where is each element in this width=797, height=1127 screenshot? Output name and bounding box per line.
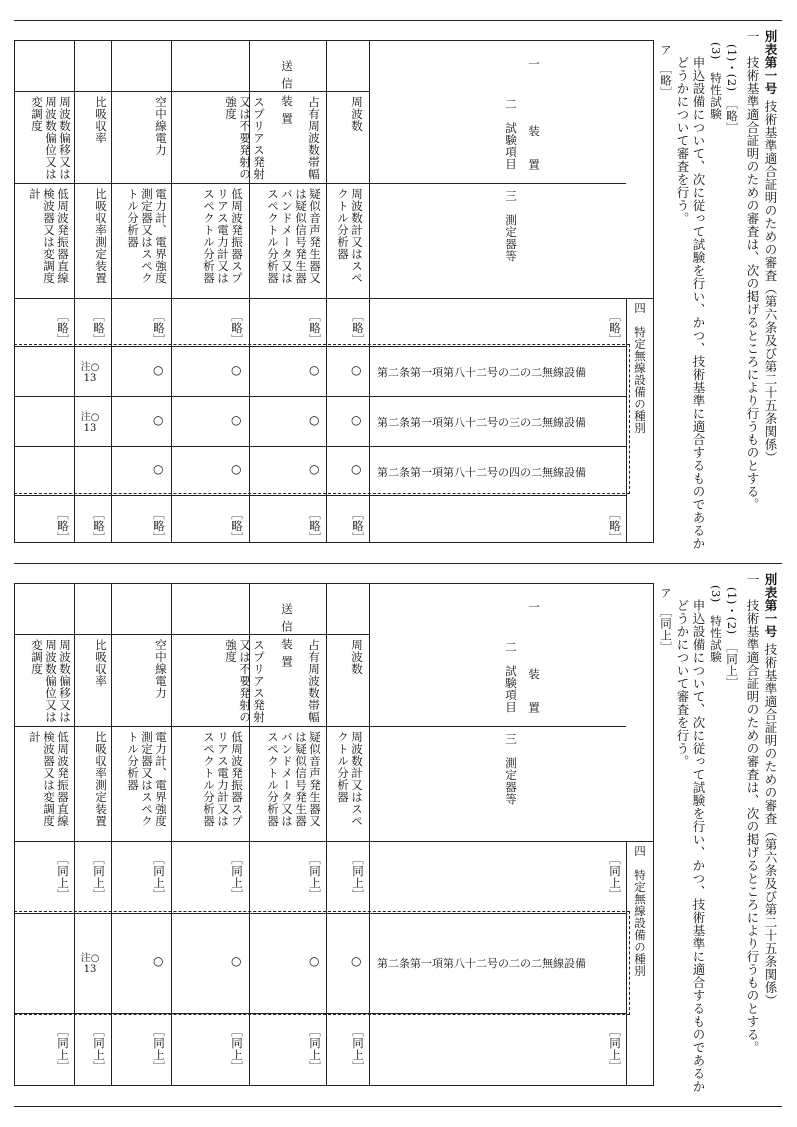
omitted-cell: ［略］ — [92, 310, 106, 346]
instrument-bandwidth: 疑似音声発生器又は疑似信号発生器バンドメータ又はスペクトル分析器 — [266, 731, 322, 827]
appendix-title: 別表第一号 — [763, 573, 778, 638]
omitted-cell: ［同上］ — [351, 853, 365, 901]
check-mark: ○ — [153, 363, 164, 377]
omitted-cell: ［略］ — [230, 508, 244, 544]
omitted-cell: ［略］ — [152, 310, 166, 346]
instrument-frequency: 周波数計又はスペクトル分析器 — [336, 188, 364, 284]
col4-title: 四 特定無線設備の種別 — [633, 302, 647, 434]
check-mark: ○ — [351, 462, 362, 476]
omitted-cell: ［同上］ — [230, 1025, 244, 1073]
device-label: 送信装置 — [280, 603, 294, 673]
instrument-frequency: 周波数計又はスペクトル分析器 — [336, 731, 364, 827]
check-mark: ○ — [309, 462, 320, 476]
instrument-spurious: 低周波発振器スプリアス電力計又はスペクトル分析器 — [202, 188, 244, 284]
test-item-spurious: スプリアス発射又は不要発射の強度 — [224, 96, 266, 180]
instrument-sar: 比吸収率測定装置 — [94, 188, 108, 284]
omitted-cell: ［略］ — [608, 310, 622, 346]
col3-title: 三 測定器等 — [504, 190, 518, 262]
instrument-bandwidth: 疑似音声発生器又は疑似信号発生器バンドメータ又はスペクトル分析器 — [266, 188, 322, 284]
check-mark: ○ — [231, 954, 242, 968]
test-item-antenna-power: 空中線電力 — [154, 639, 168, 699]
omitted-cell: ［同上］ — [230, 853, 244, 901]
omitted-cell: ［同上］ — [351, 1025, 365, 1073]
instrument-power: 電力計、電界強度測定器又はスペクトル分析器 — [126, 188, 168, 284]
bottom-rule — [14, 1106, 782, 1107]
col3-title: 三 測定器等 — [504, 733, 518, 805]
check-mark: ○ — [309, 954, 320, 968]
appendix-title: 別表第一号 — [763, 30, 778, 95]
check-mark: ○ — [351, 413, 362, 427]
instrument-deviation: 低周波発振器直線検波器又は変調度計 — [28, 188, 70, 284]
check-mark: ○ — [309, 413, 320, 427]
appendix-subtitle: 技術基準適合証明のための審査（第六条及び第二十五条関係） — [763, 100, 778, 464]
omitted-cell: ［略］ — [152, 508, 166, 544]
item-one: 一 技術基準適合証明のための審査は、次の掲げるところにより行うものとする。 — [745, 573, 760, 1054]
top-rule — [14, 20, 782, 21]
device-label: 送信装置 — [280, 60, 294, 130]
check-mark: ○ — [153, 954, 164, 968]
omitted-cell: ［同上］ — [608, 1025, 622, 1073]
omitted-cell: ［同上］ — [56, 1025, 70, 1073]
col1-title: 一 装置 — [527, 601, 541, 735]
sub-1-2: (1)・(2) ［略］ — [725, 44, 739, 134]
omitted-cell: ［同上］ — [152, 1025, 166, 1073]
omitted-cell: ［同上］ — [308, 853, 322, 901]
omitted-cell: ［略］ — [308, 508, 322, 544]
note-13: 注○ 13 — [80, 362, 100, 384]
sub-3-body: 申込設備について、次に従って試験を行い、かつ、技術基準に適合するものであるかどうかについて審査を行う。 — [675, 599, 706, 1093]
col2-title: 二 試験項目 — [504, 98, 518, 170]
row-label-82-2-2: 第二条第一項第八十二号の二の二無線設備 — [377, 366, 586, 379]
omitted-cell: ［略］ — [56, 508, 70, 544]
test-item-antenna-power: 空中線電力 — [154, 96, 168, 156]
panel-after — [14, 571, 782, 1091]
item-a: ア ［略］ — [659, 44, 673, 99]
omitted-cell: ［同上］ — [152, 853, 166, 901]
check-mark: ○ — [153, 413, 164, 427]
check-mark: ○ — [309, 363, 320, 377]
test-item-frequency: 周波数 — [350, 96, 364, 132]
sub-1-2: (1)・(2) ［同上］ — [725, 587, 739, 689]
check-mark: ○ — [351, 363, 362, 377]
item-a: ア ［同上］ — [659, 587, 673, 654]
col4-title: 四 特定無線設備の種別 — [633, 845, 647, 977]
omitted-cell: ［略］ — [56, 310, 70, 346]
omitted-cell: ［略］ — [351, 508, 365, 544]
instrument-deviation: 低周波発振器直線検波器又は変調度計 — [28, 731, 70, 827]
test-item-sar: 比吸収率 — [94, 96, 108, 144]
omitted-cell: ［略］ — [230, 310, 244, 346]
panel-before — [14, 28, 782, 548]
omitted-cell: ［同上］ — [92, 1025, 106, 1073]
omitted-cell: ［同上］ — [608, 853, 622, 901]
omitted-cell: ［同上］ — [308, 1025, 322, 1073]
col1-title: 一 装置 — [527, 58, 541, 192]
check-mark: ○ — [231, 413, 242, 427]
row-label-82-3-2: 第二条第一項第八十二号の三の二無線設備 — [377, 416, 586, 429]
item-one: 一 技術基準適合証明のための審査は、次の掲げるところにより行うものとする。 — [745, 30, 760, 511]
row-label-82-2-2: 第二条第一項第八十二号の二の二無線設備 — [377, 957, 586, 970]
middle-rule — [14, 563, 782, 564]
omitted-cell: ［略］ — [308, 310, 322, 346]
test-item-deviation: 周波数偏移又は周波数偏位又は変調度 — [30, 639, 72, 723]
sub-3-body: 申込設備について、次に従って試験を行い、かつ、技術基準に適合するものであるかどうかについて審査を行う。 — [675, 56, 706, 550]
omitted-cell: ［同上］ — [56, 853, 70, 901]
col2-title: 二 試験項目 — [504, 641, 518, 713]
instrument-power: 電力計、電界強度測定器又はスペクトル分析器 — [126, 731, 168, 827]
appendix-subtitle: 技術基準適合証明のための審査（第六条及び第二十五条関係） — [763, 643, 778, 1007]
instrument-spurious: 低周波発振器スプリアス電力計又はスペクトル分析器 — [202, 731, 244, 827]
check-mark: ○ — [231, 363, 242, 377]
omitted-cell: ［略］ — [351, 310, 365, 346]
test-item-frequency: 周波数 — [350, 639, 364, 675]
omitted-cell: ［同上］ — [92, 853, 106, 901]
test-item-sar: 比吸収率 — [94, 639, 108, 687]
instrument-sar: 比吸収率測定装置 — [94, 731, 108, 827]
check-mark: ○ — [153, 462, 164, 476]
check-mark: ○ — [231, 462, 242, 476]
row-label-82-4-2: 第二条第一項第八十二号の四の二無線設備 — [377, 466, 586, 479]
check-mark: ○ — [351, 954, 362, 968]
note-13: 注○ 13 — [80, 412, 100, 434]
sub-3-title: (3) 特性試験 — [709, 42, 723, 120]
test-item-spurious: スプリアス発射又は不要発射の強度 — [224, 639, 266, 723]
sub-3-title: (3) 特性試験 — [709, 585, 723, 663]
note-13: 注○ 13 — [80, 953, 100, 975]
omitted-cell: ［略］ — [92, 508, 106, 544]
omitted-cell: ［略］ — [608, 508, 622, 544]
test-item-occupied-bandwidth: 占有周波数帯幅 — [307, 639, 321, 723]
test-item-occupied-bandwidth: 占有周波数帯幅 — [307, 96, 321, 180]
test-item-deviation: 周波数偏移又は周波数偏位又は変調度 — [30, 96, 72, 180]
